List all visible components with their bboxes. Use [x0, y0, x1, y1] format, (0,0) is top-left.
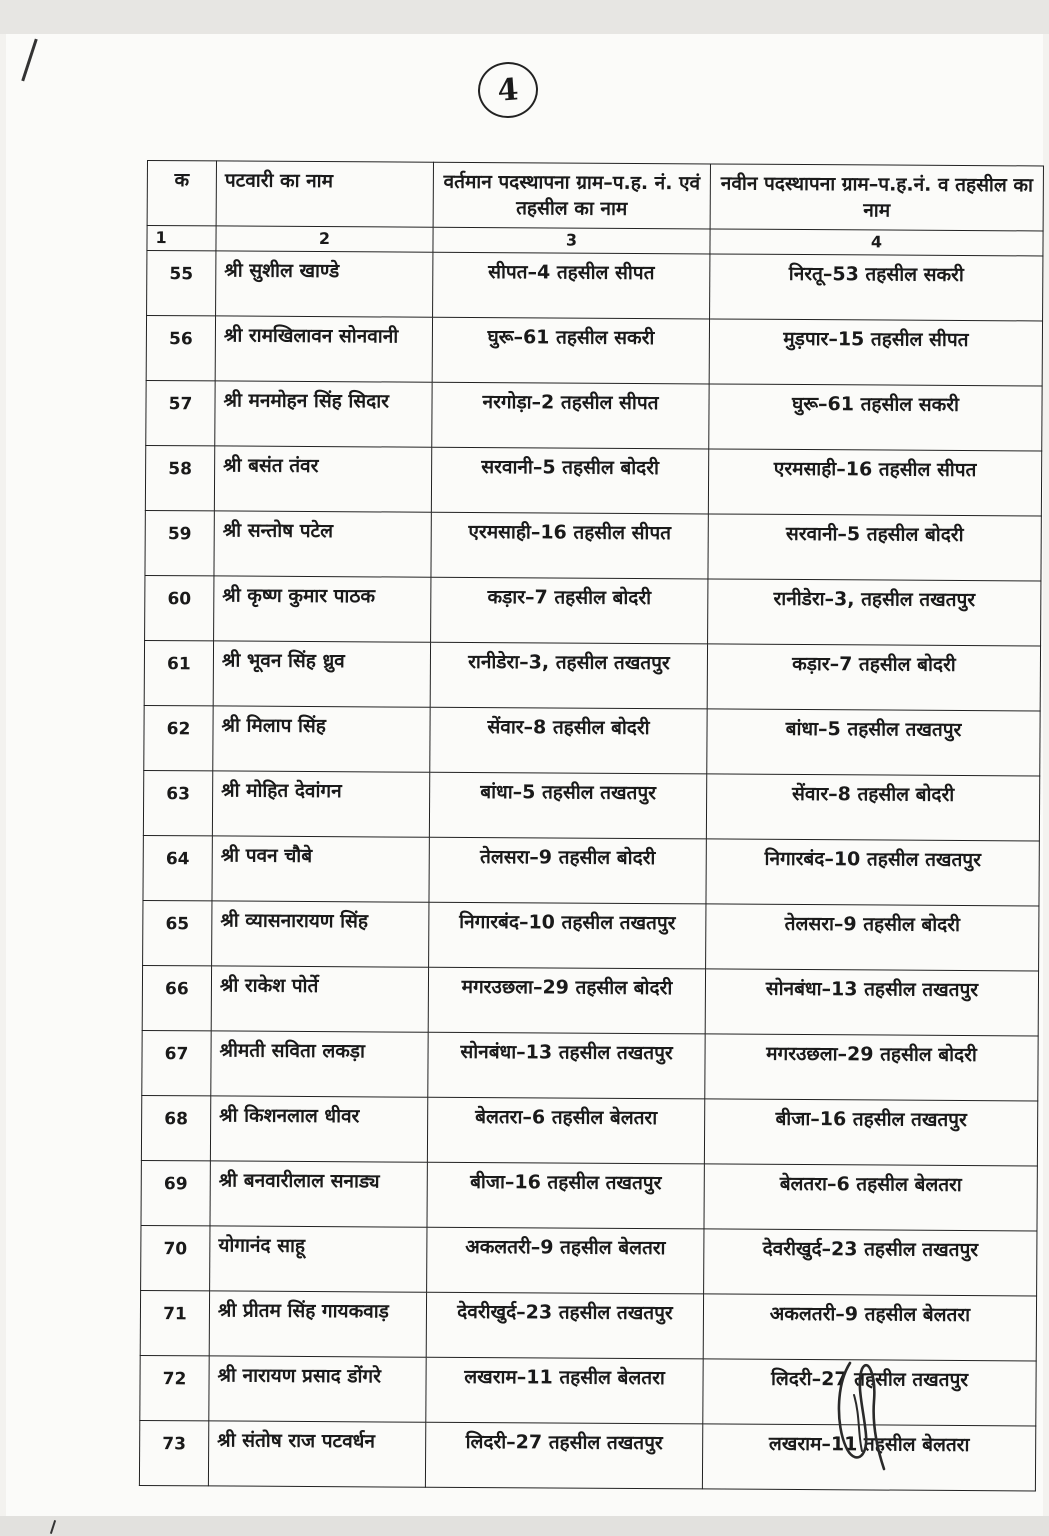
- table-row: [144, 705, 1040, 775]
- patwari-name: श्री राकेश पोर्ते: [211, 966, 428, 1032]
- new-posting: सोनबंधा–13 तहसील तखतपुर: [705, 969, 1038, 1036]
- new-posting: निगारबंद–10 तहसील तखतपुर: [706, 839, 1039, 906]
- patwari-name: श्री व्यासनारायण सिंह: [212, 901, 429, 967]
- column-number: 2: [216, 226, 433, 252]
- patwari-name: योगानंद साहू: [210, 1226, 427, 1292]
- row-serial-number: 65: [143, 900, 212, 965]
- patwari-name: श्री पवन चौबे: [212, 836, 429, 902]
- table-row: [141, 1225, 1037, 1295]
- current-posting: कड़ार–7 तहसील बोदरी: [431, 577, 708, 644]
- table-row: [140, 1355, 1036, 1425]
- patwari-name: श्री बनवारीलाल सनाड्य: [210, 1161, 427, 1227]
- transfer-table: [139, 160, 1044, 1491]
- new-posting: तेलसरा–9 तहसील बोदरी: [706, 904, 1039, 971]
- current-posting: बेलतरा–6 तहसील बेलतरा: [427, 1097, 704, 1164]
- patwari-name: श्री भूवन सिंह ध्रुव: [213, 641, 430, 707]
- row-serial-number: 66: [142, 965, 211, 1030]
- current-posting: सेंवार–8 तहसील बोदरी: [430, 707, 707, 774]
- current-posting: रानीडेरा–3, तहसील तखतपुर: [430, 642, 707, 709]
- row-serial-number: 67: [142, 1030, 211, 1095]
- current-posting: सीपत–4 तहसील सीपत: [433, 252, 710, 319]
- new-posting: कड़ार–7 तहसील बोदरी: [707, 644, 1040, 711]
- new-posting: बांधा–5 तहसील तखतपुर: [707, 709, 1040, 776]
- patwari-name: श्री बसंत तंवर: [214, 446, 431, 512]
- current-posting: देवरीखुर्द–23 तहसील तखतपुर: [426, 1292, 703, 1359]
- row-serial-number: 64: [143, 835, 212, 900]
- table-row: [141, 1160, 1037, 1230]
- current-posting: अकलतरी–9 तहसील बेलतरा: [427, 1227, 704, 1294]
- row-serial-number: 63: [143, 770, 212, 835]
- patwari-name: श्री प्रीतम सिंह गायकवाड़: [209, 1291, 426, 1357]
- row-serial-number: 72: [140, 1355, 209, 1420]
- patwari-name: श्री मोहित देवांगन: [212, 771, 429, 837]
- row-serial-number: 61: [144, 640, 213, 705]
- table-row: [145, 575, 1041, 645]
- row-serial-number: 57: [146, 380, 215, 445]
- patwari-name: श्री नारायण प्रसाद डोंगरे: [209, 1356, 426, 1422]
- new-posting: मगरउछला–29 तहसील बोदरी: [705, 1034, 1038, 1101]
- table-row: [143, 770, 1039, 840]
- current-posting: सरवानी–5 तहसील बोदरी: [431, 447, 708, 514]
- scan-bottom-strip: [0, 1516, 1049, 1536]
- current-posting: घुरू–61 तहसील सकरी: [432, 317, 709, 384]
- row-serial-number: 70: [141, 1225, 210, 1290]
- new-posting: सरवानी–5 तहसील बोदरी: [708, 514, 1041, 581]
- patwari-name: श्री मिलाप सिंह: [213, 706, 430, 772]
- row-serial-number: 58: [145, 445, 214, 510]
- handwritten-signature: [832, 1355, 892, 1475]
- new-posting: बीजा–16 तहसील तखतपुर: [704, 1099, 1037, 1166]
- table-row: [146, 316, 1042, 386]
- new-posting: घुरू–61 तहसील सकरी: [709, 384, 1042, 451]
- new-posting: मुड़पार–15 तहसील सीपत: [709, 319, 1042, 386]
- table-row: [145, 445, 1041, 515]
- row-serial-number: 56: [146, 316, 215, 381]
- new-posting: देवरीखुर्द–23 तहसील तखतपुर: [704, 1229, 1037, 1296]
- table-header-row: [147, 161, 1043, 231]
- row-serial-number: 62: [144, 705, 213, 770]
- current-posting: सोनबंधा–13 तहसील तखतपुर: [428, 1032, 705, 1099]
- table-row: [147, 251, 1043, 321]
- row-serial-number: 55: [147, 251, 216, 316]
- table-row: [144, 640, 1040, 710]
- table-row: [139, 1420, 1035, 1490]
- new-posting: अकलतरी–9 तहसील बेलतरा: [703, 1294, 1036, 1361]
- header-new-posting: नवीन पदस्थापना ग्राम–प.ह.नं. व तहसील का नाम: [710, 164, 1043, 231]
- current-posting: नरगोड़ा–2 तहसील सीपत: [432, 382, 709, 449]
- table-row: [142, 965, 1038, 1035]
- patwari-name: श्री रामखिलावन सोनवानी: [215, 316, 432, 382]
- column-number: 4: [710, 229, 1043, 256]
- table-row: [141, 1095, 1037, 1165]
- table-row: [143, 835, 1039, 905]
- row-serial-number: 73: [139, 1420, 208, 1485]
- current-posting: मगरउछला–29 तहसील बोदरी: [428, 967, 705, 1034]
- new-posting: लखराम–11 तहसील बेलतरा: [702, 1424, 1035, 1491]
- current-posting: निगारबंद–10 तहसील तखतपुर: [429, 902, 706, 969]
- row-serial-number: 69: [141, 1160, 210, 1225]
- new-posting: निरतू–53 तहसील सकरी: [710, 254, 1043, 321]
- patwari-name: श्री मनमोहन सिंह सिदार: [215, 381, 432, 447]
- header-sno: क: [147, 161, 216, 226]
- header-name: पटवारी का नाम: [216, 161, 433, 227]
- current-posting: लखराम–11 तहसील बेलतरा: [426, 1357, 703, 1424]
- table-row: [145, 510, 1041, 580]
- table-row: [140, 1290, 1036, 1360]
- table-row: [142, 1030, 1038, 1100]
- new-posting: बेलतरा–6 तहसील बेलतरा: [704, 1164, 1037, 1231]
- patwari-name: श्रीमती सविता लकड़ा: [211, 1031, 428, 1097]
- current-posting: एरमसाही–16 तहसील सीपत: [431, 512, 708, 579]
- table-row: [143, 900, 1039, 970]
- patwari-name: श्री सुशील खाण्डे: [216, 251, 433, 317]
- row-serial-number: 68: [141, 1095, 210, 1160]
- current-posting: बीजा–16 तहसील तखतपुर: [427, 1162, 704, 1229]
- row-serial-number: 60: [145, 575, 214, 640]
- header-current-posting: वर्तमान पदस्थापना ग्राम–प.ह. नं. एवं तहसील का नाम: [433, 162, 710, 229]
- new-posting: एरमसाही–16 तहसील सीपत: [708, 449, 1041, 516]
- patwari-name: श्री किशनलाल धीवर: [210, 1096, 427, 1162]
- table-row: [146, 380, 1042, 450]
- table-body: [139, 226, 1043, 1491]
- new-posting: लिदरी–27 तहसील तखतपुर: [703, 1359, 1036, 1426]
- new-posting: रानीडेरा–3, तहसील तखतपुर: [708, 579, 1041, 646]
- patwari-name: श्री संतोष राज पटवर्धन: [208, 1421, 425, 1487]
- row-serial-number: 59: [145, 510, 214, 575]
- new-posting: सेंवार–8 तहसील बोदरी: [706, 774, 1039, 841]
- current-posting: लिदरी–27 तहसील तखतपुर: [425, 1422, 702, 1489]
- scan-top-strip: [0, 0, 1049, 34]
- page-number: 4: [496, 71, 520, 109]
- patwari-name: श्री कृष्ण कुमार पाठक: [214, 576, 431, 642]
- current-posting: बांधा–5 तहसील तखतपुर: [429, 772, 706, 839]
- column-number: 3: [433, 227, 710, 254]
- row-serial-number: 71: [140, 1290, 209, 1355]
- patwari-name: श्री सन्तोष पटेल: [214, 511, 431, 577]
- column-number: 1: [147, 226, 216, 251]
- current-posting: तेलसरा–9 तहसील बोदरी: [429, 837, 706, 904]
